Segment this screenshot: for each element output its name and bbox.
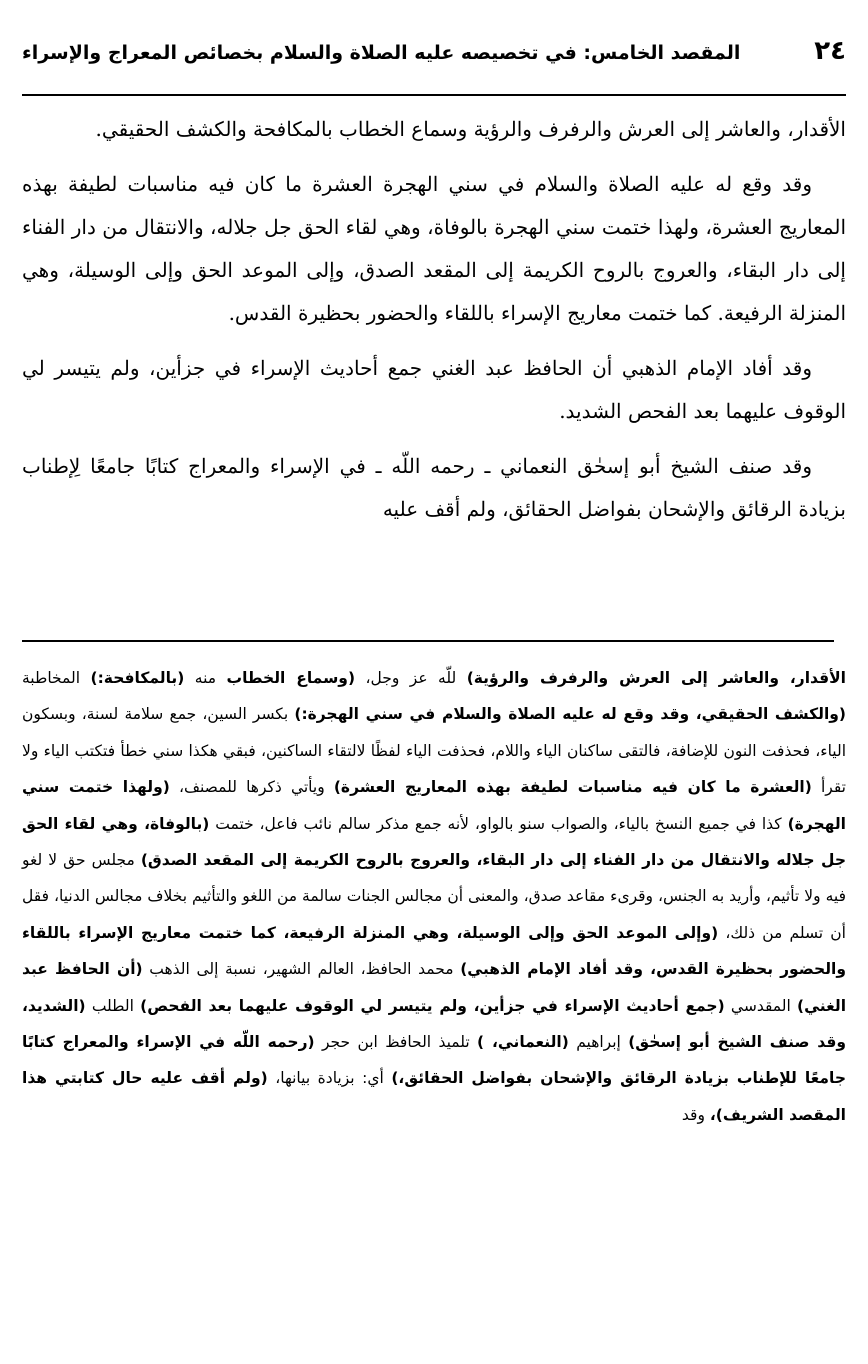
- commentary: [22, 660, 846, 1133]
- commentary-text: إبراهيم: [568, 1033, 629, 1052]
- quoted-text: (العشرة ما كان فيه مناسبات لطيفة بهذه المعاريج العشرة): [333, 778, 812, 797]
- commentary-text: المخاطبة: [22, 669, 91, 687]
- quoted-text: (وإلى الموعد الحق وإلى الوسيلة، وهي المنزلة الرفيعة، كما ختمت معاريج الإسراء باللقاء والحضور بحظيرة القدس، وقد أفاد الإمام الذهبي): [22, 923, 846, 979]
- quoted-text: (بالوفاة، وهي لقاء الحق جل جلاله والانتقال من دار الفناء إلى دار البقاء، والعروج بالروح الكريمة إلى المقعد الصدق): [22, 814, 846, 870]
- quoted-text: (وسماع الخطاب: [226, 669, 356, 687]
- header-rule: [22, 94, 846, 96]
- quoted-text: الأقدار، والعاشر إلى العرش والرفرف والرؤية): [466, 669, 846, 687]
- commentary-text: تلميذ الحافظ ابن حجر: [314, 1033, 478, 1052]
- quoted-text: (ولهذا ختمت سني الهجرة): [22, 778, 846, 833]
- main-paragraph-3: وقد أفاد الإمام الذهبي أن الحافظ عبد الغني جمع أحاديث الإسراء في جزأين، ولم يتيسر لي الوقوف عليهما بعد الفحص الشديد.: [22, 356, 846, 423]
- quoted-text: (والكشف الحقيقي، وقد وقع له عليه الصلاة والسلام في سني الهجرة:): [294, 705, 846, 724]
- commentary-text: بكسر السين، جمع سلامة لسنة، وبسكون الياء، فحذفت النون للإضافة، فالتقى ساكنان الياء واللام، فحذفت الياء لفظًا لالتقاء الساكنين، فبقي هكذا سني خطأ فتكتب الياء ولا تقرأ: [22, 705, 846, 797]
- main-paragraph-4: وقد صنف الشيخ أبو إسحٰق النعماني ـ رحمه اللّه ـ في الإسراء والمعراج كتابًا جامعًا لِإطناب بزيادة الرقائق والإشحان بفواضل الحقائق، ولم أقف عليه: [22, 454, 846, 521]
- quoted-text: (النعماني، ): [477, 1033, 569, 1052]
- commentary-text: محمد الحافظ، العالم الشهير، نسبة إلى الذهب: [142, 960, 461, 979]
- running-header: [22, 36, 846, 88]
- commentary-paragraph: [22, 660, 846, 1133]
- commentary-text: منه: [184, 669, 227, 687]
- page-number: ٢٤: [814, 36, 846, 66]
- main-paragraph-2: وقد وقع له عليه الصلاة والسلام في سني الهجرة العشرة ما كان فيه مناسبات لطيفة بهذه المعاريج العشرة، ولهذا ختمت سني الهجرة بالوفاة، وهي لقاء الحق جل جلاله، والانتقال من دار الفناء إلى دار البقاء، والعروج بالروح الكريمة إلى المقعد الصدق، وإلى الموعد الحق وإلى الوسيلة، وهي المنزلة الرفيعة. كما ختمت معاريج الإسراء باللقاء والحضور بحظيرة القدس.: [22, 172, 846, 325]
- commentary-text: للّه عز وجل،: [355, 669, 467, 687]
- running-title: المقصد الخامس: في تخصيصه عليه الصلاة والسلام بخصائص المعراج والإسراء: [22, 42, 741, 64]
- commentary-text: ويأتي ذكرها للمصنف،: [169, 778, 334, 797]
- quoted-text: (بالمكافحة:): [90, 669, 185, 687]
- commentary-text: الطلب: [85, 996, 141, 1015]
- quoted-text: (جمع أحاديث الإسراء في جزأين، ولم يتيسر لي الوقوف عليهما بعد الفحص): [140, 996, 725, 1015]
- commentary-text: مجلس حق لا لغو فيه ولا تأثيم، وأريد به الجنس، وقرىء مقاعد صدق، والمعنى أن مجالس الجنات سالمة من اللغو والتأثيم بخلاف مجالس الدنيا، فقل أن تسلم من ذلك،: [22, 851, 846, 942]
- book-page: [22, 36, 847, 1124]
- quoted-text: (الشديد، وقد صنف الشيخ أبو إسحٰق): [22, 996, 847, 1052]
- main-text: [22, 108, 846, 543]
- commentary-text: وقد: [681, 1105, 710, 1124]
- commentary-text: المقدسي: [724, 996, 798, 1015]
- quoted-text: (ولم أقف عليه حال كتابتي هذا المقصد الشريف)،: [22, 1069, 846, 1124]
- quoted-text: (أن الحافظ عبد الغني): [22, 960, 847, 1015]
- main-paragraph-1: الأقدار، والعاشر إلى العرش والرفرف والرؤية وسماع الخطاب بالمكافحة والكشف الحقيقي.: [95, 117, 846, 141]
- quoted-text: (رحمه اللّه في الإسراء والمعراج كتابًا جامعًا للإطناب بزيادة الرقائق والإشحان بفواضل الحقائق،): [22, 1033, 846, 1088]
- commentary-text: أي: بزيادة بيانها،: [267, 1069, 392, 1088]
- footnote-rule: [22, 640, 834, 642]
- commentary-text: كذا في جميع النسخ بالياء، والصواب سنو بالواو، لأنه جمع مذكر سالم نائب فاعل، ختمت: [209, 814, 788, 833]
